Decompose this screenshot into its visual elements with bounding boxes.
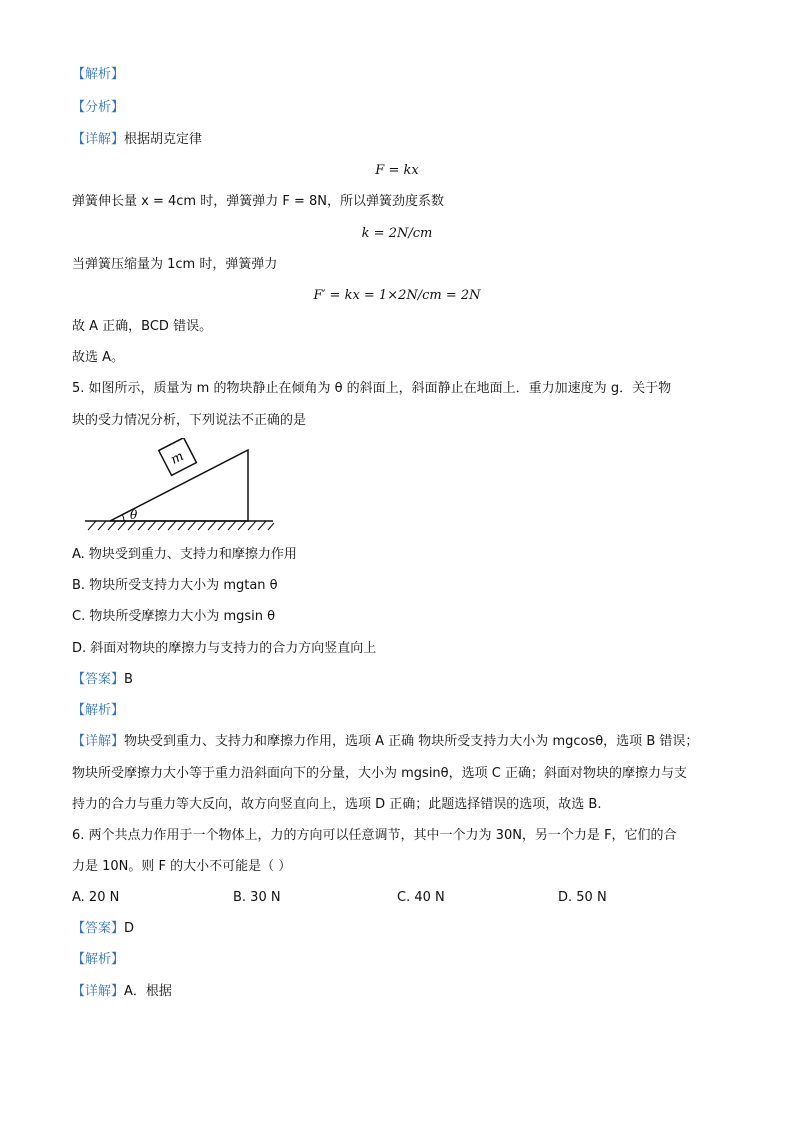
analysis-tag: 【解析】 — [72, 67, 125, 82]
q5-option-d: D. 斜面对物块的摩擦力与支持力的合力方向竖直向上 — [72, 641, 377, 656]
q4-detail-intro: 根据胡克定律 — [124, 132, 203, 147]
q5-option-a: A. 物块受到重力、支持力和摩擦力作用 — [72, 547, 297, 562]
q5-detail-tag: 【详解】 — [72, 734, 125, 749]
ground-hatch — [88, 521, 274, 530]
q6-option-c: C. 40 N — [397, 890, 445, 905]
answer-tag: 【答案】 — [72, 672, 125, 687]
angle-label: θ — [130, 508, 138, 522]
detail-tag: 【详解】 — [72, 132, 125, 147]
q4-equation-2: k = 2N/cm — [361, 226, 433, 241]
q5-detail-line-2: 物块所受摩擦力大小等于重力沿斜面向下的分量，大小为 mgsinθ，选项 C 正确；斜面对物块的摩擦力与支 — [72, 766, 687, 781]
q5-answer-line — [72, 671, 133, 689]
q5-detail-line-3: 持力的合力与重力等大反向，故方向竖直向上，选项 D 正确；此题选择错误的选项，故选 B. — [72, 797, 602, 812]
q6-detail-tag: 【详解】 — [72, 984, 125, 999]
q5-analysis-tag: 【解析】 — [72, 703, 125, 718]
q6-analysis-tag: 【解析】 — [72, 952, 125, 967]
q4-equation-3: F′ = kx = 1×2N/cm = 2N — [313, 288, 481, 303]
mass-block — [159, 438, 197, 475]
q6-stem-line-2: 力是 10N。则 F 的大小不可能是（ ） — [72, 859, 292, 874]
q6-option-a: A. 20 N — [72, 890, 120, 905]
q5-stem-line-2: 块的受力情况分析，下列说法不正确的是 — [72, 413, 307, 428]
q6-option-b: B. 30 N — [233, 890, 281, 905]
incline-figure — [80, 438, 280, 538]
q6-answer: D — [124, 921, 135, 936]
q4-equation-1: F = kx — [375, 163, 419, 178]
fenxi-tag: 【分析】 — [72, 100, 125, 115]
q5-stem-line-1: 5. 如图所示，质量为 m 的物块静止在倾角为 θ 的斜面上，斜面静止在地面上．重力加速度为 g．关于物 — [72, 381, 672, 396]
q6-detail-start: A．根据 — [124, 984, 172, 999]
q4-line-3: 当弹簧压缩量为 1cm 时，弹簧弹力 — [72, 257, 278, 272]
q4-conclusion: 故 A 正确，BCD 错误。 — [72, 319, 213, 334]
q5-detail-line-1 — [72, 733, 698, 751]
mass-label: m — [168, 448, 187, 468]
q4-choose: 故选 A。 — [72, 350, 125, 365]
q6-stem-line-1: 6. 两个共点力作用于一个物体上，力的方向可以任意调节，其中一个力为 30N，另一个力是 F，它们的合 — [72, 828, 677, 843]
q6-option-d: D. 50 N — [558, 890, 607, 905]
angle-arc — [122, 515, 124, 521]
q6-answer-line — [72, 920, 134, 938]
q5-option-b: B. 物块所受支持力大小为 mgtan θ — [72, 578, 278, 593]
q4-line-2: 弹簧伸长量 x = 4cm 时，弹簧弹力 F = 8N，所以弹簧劲度系数 — [72, 194, 444, 209]
q6-detail-line — [72, 983, 172, 1001]
q5-answer: B — [124, 672, 133, 687]
q5-detail-text-1: 物块受到重力、支持力和摩擦力作用，选项 A 正确 物块所受支持力大小为 mgcosθ，选项 B 错误； — [124, 734, 699, 749]
q4-detail-line — [72, 131, 202, 149]
q6-answer-tag: 【答案】 — [72, 921, 125, 936]
q5-option-c: C. 物块所受摩擦力大小为 mgsin θ — [72, 609, 276, 624]
